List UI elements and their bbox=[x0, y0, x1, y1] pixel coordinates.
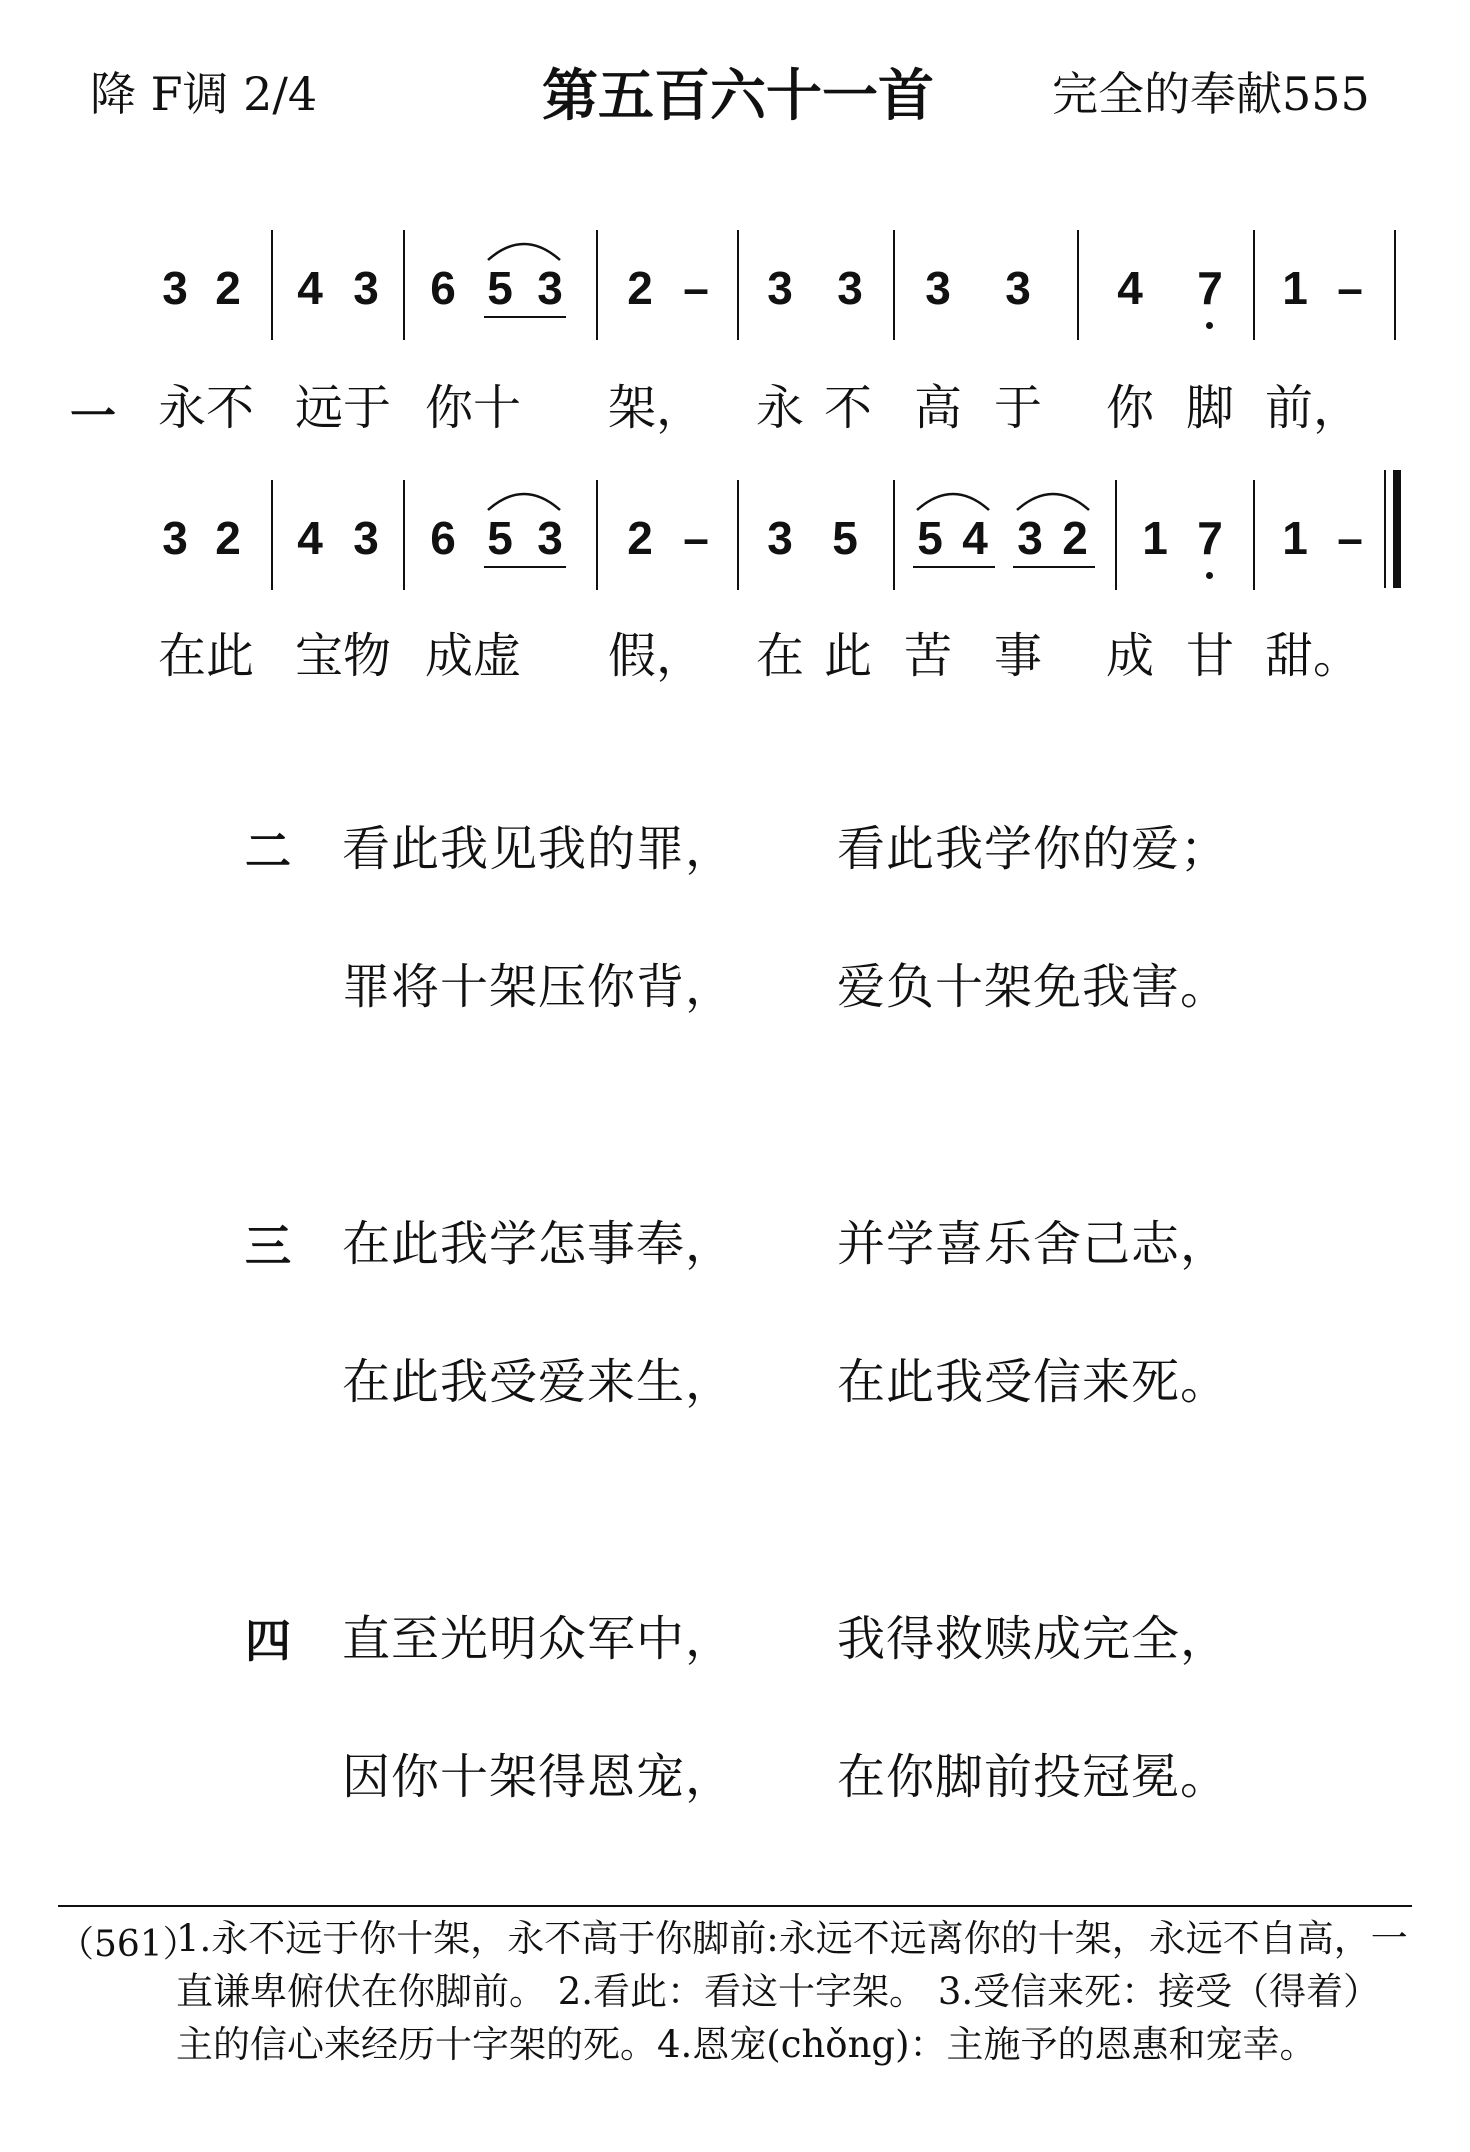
note: – bbox=[1337, 512, 1363, 564]
barline bbox=[737, 230, 739, 340]
barline bbox=[737, 480, 739, 590]
note: 2 bbox=[627, 512, 653, 564]
slur-mark bbox=[1013, 484, 1093, 512]
verse-line: 看此我见我的罪， bbox=[342, 821, 735, 877]
verse-number-3: 三 bbox=[245, 1219, 291, 1273]
lyric: 成 bbox=[1105, 628, 1154, 684]
lyric: 假， bbox=[608, 628, 705, 684]
lyric: 于 bbox=[993, 380, 1042, 436]
lyric: 脚 bbox=[1185, 380, 1234, 436]
note: 3 bbox=[537, 512, 563, 564]
lyric: 事 bbox=[993, 628, 1042, 684]
note: 6 bbox=[430, 512, 456, 564]
barline bbox=[403, 230, 405, 340]
note: 3 bbox=[353, 262, 379, 314]
verse-line: 直至光明众军中， bbox=[342, 1611, 735, 1667]
note: 3 bbox=[162, 512, 188, 564]
note: 5 bbox=[917, 512, 943, 564]
verse-line: 我得救赎成完全， bbox=[837, 1611, 1230, 1667]
barline bbox=[893, 480, 895, 590]
note: 2 bbox=[1062, 512, 1088, 564]
lyric: 你 bbox=[1105, 380, 1154, 436]
eighth-underline bbox=[1013, 566, 1095, 568]
barline bbox=[1253, 230, 1255, 340]
barline bbox=[893, 230, 895, 340]
lyric: 永不 bbox=[157, 380, 254, 436]
barline bbox=[1394, 230, 1396, 340]
note: 3 bbox=[1005, 262, 1031, 314]
lyric: 架， bbox=[608, 380, 705, 436]
lyric: 高 bbox=[913, 380, 962, 436]
eighth-underline bbox=[484, 316, 566, 318]
lyric: 甜。 bbox=[1265, 628, 1362, 684]
slur-mark bbox=[484, 484, 564, 512]
note: 4 bbox=[297, 262, 323, 314]
slur-mark bbox=[913, 484, 993, 512]
note: – bbox=[683, 512, 709, 564]
barline bbox=[596, 480, 598, 590]
barline bbox=[271, 480, 273, 590]
low-octave-dot bbox=[1206, 572, 1213, 579]
note: – bbox=[683, 262, 709, 314]
slur-mark bbox=[484, 234, 564, 262]
eighth-underline bbox=[913, 566, 995, 568]
verse-line: 因你十架得恩宠， bbox=[342, 1749, 735, 1805]
score-line-2 bbox=[0, 470, 1470, 630]
verse-line: 看此我学你的爱； bbox=[837, 821, 1230, 877]
verse-number-4: 四 bbox=[245, 1614, 291, 1668]
note: 5 bbox=[487, 512, 513, 564]
lyric: 永 bbox=[755, 380, 804, 436]
note: – bbox=[1337, 262, 1363, 314]
hymn-category: 完全的奉献555 bbox=[1052, 67, 1370, 121]
lyric: 你十 bbox=[424, 380, 521, 436]
verse-number-1: 一 bbox=[70, 389, 116, 443]
verse-line: 在此我学怎事奉， bbox=[342, 1216, 735, 1272]
verse-line: 并学喜乐舍己志， bbox=[837, 1216, 1230, 1272]
hymn-title: 第五百六十一首 bbox=[542, 64, 934, 129]
verse-line: 在你脚前投冠冕。 bbox=[837, 1749, 1230, 1805]
lyric: 宝物 bbox=[294, 628, 391, 684]
lyric: 前， bbox=[1265, 380, 1362, 436]
footnote-text: 1.永不远于你十架，永不高于你脚前:永远不远离你的十架，永远不自高，一直谦卑俯伏在你脚前。 2.看此：看这十字架。 3.受信来死：接受（得着）主的信心来经历十字架的死。4.恩宠(chǒng)：主施予的恩惠和宠幸。 bbox=[176, 1917, 1408, 2066]
barline bbox=[271, 230, 273, 340]
note: 1 bbox=[1282, 512, 1308, 564]
note: 7 bbox=[1197, 512, 1223, 564]
note: 3 bbox=[162, 262, 188, 314]
note: 4 bbox=[297, 512, 323, 564]
verse-line: 在此我受信来死。 bbox=[837, 1354, 1230, 1410]
note: 3 bbox=[767, 262, 793, 314]
lyric: 在此 bbox=[157, 628, 254, 684]
key-signature: 降 F调 2/4 bbox=[90, 67, 318, 121]
note: 4 bbox=[962, 512, 988, 564]
note: 7 bbox=[1197, 262, 1223, 314]
lyric: 在 bbox=[755, 628, 804, 684]
note: 5 bbox=[487, 262, 513, 314]
final-barline-thick bbox=[1393, 470, 1401, 588]
eighth-underline bbox=[484, 566, 566, 568]
note: 4 bbox=[1117, 262, 1143, 314]
lyric: 甘 bbox=[1185, 628, 1234, 684]
barline bbox=[1077, 230, 1079, 340]
low-octave-dot bbox=[1206, 322, 1213, 329]
verse-line: 罪将十架压你背， bbox=[342, 959, 735, 1015]
lyric: 不 bbox=[823, 380, 872, 436]
note: 2 bbox=[215, 262, 241, 314]
note: 3 bbox=[1017, 512, 1043, 564]
note: 3 bbox=[767, 512, 793, 564]
note: 3 bbox=[537, 262, 563, 314]
final-barline-thin bbox=[1384, 470, 1386, 588]
note: 2 bbox=[627, 262, 653, 314]
note: 6 bbox=[430, 262, 456, 314]
lyric: 远于 bbox=[294, 380, 391, 436]
note: 5 bbox=[832, 512, 858, 564]
barline bbox=[596, 230, 598, 340]
barline bbox=[403, 480, 405, 590]
verse-line: 爱负十架免我害。 bbox=[837, 959, 1230, 1015]
note: 3 bbox=[925, 262, 951, 314]
lyric: 成虚 bbox=[424, 628, 521, 684]
note: 2 bbox=[215, 512, 241, 564]
note: 1 bbox=[1142, 512, 1168, 564]
lyric: 此 bbox=[823, 628, 872, 684]
score-line-1 bbox=[0, 220, 1470, 380]
barline bbox=[1253, 480, 1255, 590]
note: 1 bbox=[1282, 262, 1308, 314]
verse-line: 在此我受爱来生， bbox=[342, 1354, 735, 1410]
verse-number-2: 二 bbox=[245, 824, 291, 878]
note: 3 bbox=[353, 512, 379, 564]
note: 3 bbox=[837, 262, 863, 314]
barline bbox=[1115, 480, 1117, 590]
footnote-label: （561） bbox=[58, 1924, 199, 1965]
lyric: 苦 bbox=[903, 628, 952, 684]
footnote-divider bbox=[58, 1905, 1412, 1907]
